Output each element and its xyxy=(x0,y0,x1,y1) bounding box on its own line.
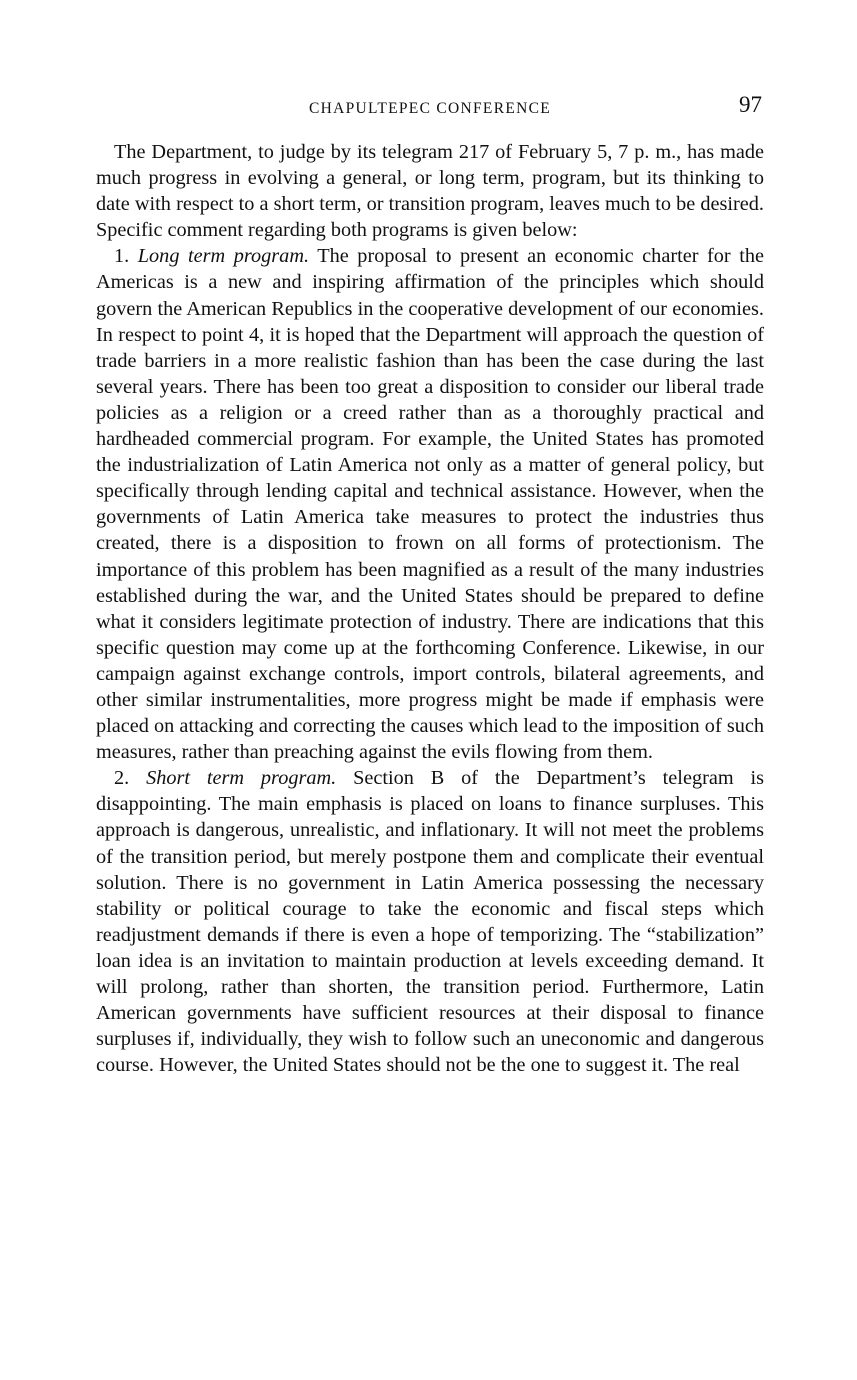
page-number: 97 xyxy=(739,92,762,117)
section-number: 1. xyxy=(114,245,130,268)
intro-paragraph xyxy=(96,139,764,243)
section-text: The proposal to present an economic charter for the Americas is a new and inspiring affirmation of the principles which should govern the American Republics in the cooperative development of our economies. In respect to point 4, it is hoped that the Department will approach the question of trade barriers in a more realistic fashion than has been the case during the last several years. There has been too great a disposition to consider our liberal trade policies as a religion or a creed rather than as a thoroughly practical and hardheaded commercial program. For example, the United States has promoted the industrialization of Latin America not only as a matter of general policy, but specifically through lending capital and technical assistance. However, when the governments of Latin America take measures to protect the industries thus created, there is a disposition to frown on all forms of protectionism. The importance of this problem has been magnified as a result of the many industries established during the war, and the United States should be prepared to define what it considers legitimate protection of industry. There are indications that this specific question may come up at the forthcoming Conference. Likewise, in our campaign against exchange controls, import controls, bilateral agreements, and other similar instrumentalities, more progress might be made if emphasis were placed on attacking and correcting the causes which lead to the imposition of such measures, rather than preaching against the evils flowing from them. xyxy=(96,245,764,764)
section-text: Section B of the Department’s telegram is disappointing. The main emphasis is placed on loans to finance surpluses. This approach is dangerous, unrealistic, and inflationary. It will not meet the problems of the transition period, but merely postpone them and complicate their eventual solution. There is no government in Latin America possessing the necessary stability or political courage to take the economic and fiscal steps which readjustment demands if there is even a hope of temporizing. The “stabilization” loan idea is an invitation to maintain production at levels exceeding demand. It will prolong, rather than shorten, the transition period. Furthermore, Latin American governments have sufficient resources at their disposal to finance surpluses if, individually, they wish to follow such an uneconomic and dangerous course. However, the United States should not be the one to suggest it. The real xyxy=(96,767,764,1077)
section-heading: Short term program. xyxy=(146,767,337,790)
running-head xyxy=(96,92,764,126)
long-term-program-paragraph xyxy=(96,243,764,765)
running-title: CHAPULTEPEC CONFERENCE xyxy=(308,100,552,117)
section-heading: Long term program. xyxy=(137,245,310,268)
short-term-program-paragraph xyxy=(96,765,764,1078)
section-number: 2. xyxy=(114,767,130,790)
intro-paragraph-text: The Department, to judge by its telegram 217 of February 5, 7 p. m., has made much progress in evolving a general, or long term, program, but its thinking to date with respect to a short term, or transition program, leaves much to be desired. Specific comment regarding both programs is given below: xyxy=(96,141,764,242)
body-text xyxy=(96,139,764,1078)
